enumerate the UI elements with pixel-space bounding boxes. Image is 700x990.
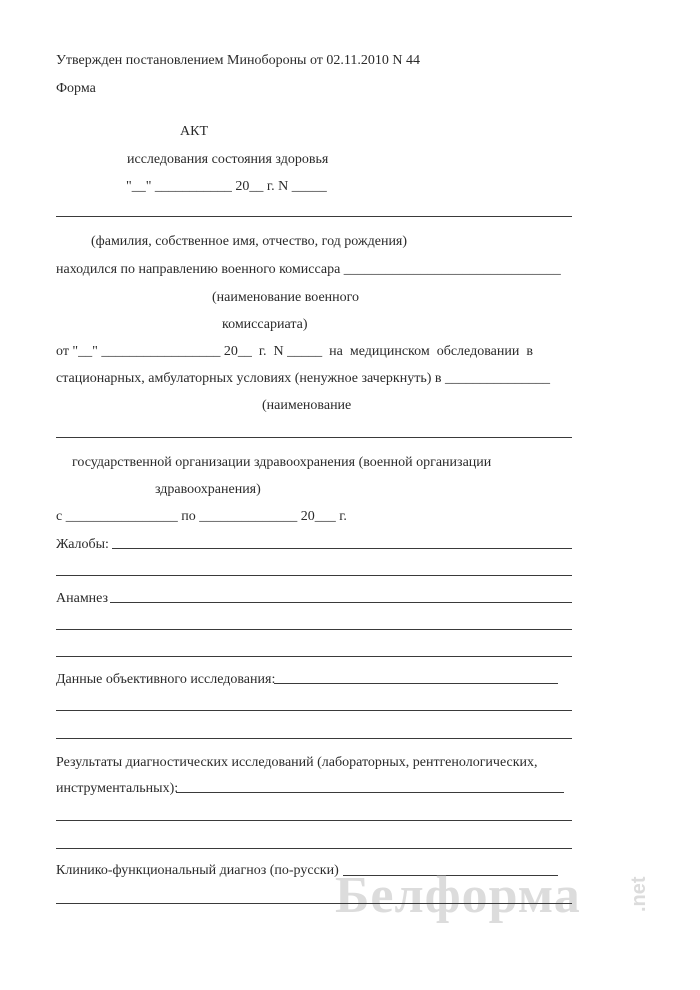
objective-fill-line-2 [56, 710, 572, 711]
organization-caption: (наименование [262, 398, 352, 413]
objective-fill-line [274, 683, 558, 684]
anamnesis-fill-line-2 [56, 629, 572, 630]
diagnostics-fill-line-2 [56, 820, 572, 821]
diagnostics-fill-line-3 [56, 848, 572, 849]
diagnosis-fill-line-2 [56, 903, 572, 904]
name-caption: (фамилия, собственное имя, отчество, год рождения) [91, 234, 408, 249]
form-label: Форма [56, 81, 96, 96]
referral-line: находился по направлению военного комиссара _______________________________ [56, 262, 561, 277]
complaints-label: Жалобы: [56, 537, 109, 552]
complaints-fill-line [112, 548, 572, 549]
act-subject: исследования состояния здоровья [127, 152, 329, 167]
commissariat-caption: (наименование военного [212, 290, 360, 305]
objective-fill-line-3 [56, 738, 572, 739]
exam-line: от "__" _________________ 20__ г. N _____ на медицинском обследовании в [56, 344, 533, 359]
diagnostics-label: Результаты диагностических исследований (лабораторных, рентгенологических, [56, 755, 538, 770]
organization-caption-end: здравоохранения) [155, 482, 261, 497]
organization-caption-cont: государственной организации здравоохранения (военной организации [72, 455, 492, 470]
period-line: с ________________ по ______________ 20___ г. [56, 509, 347, 524]
anamnesis-label: Анамнез [56, 591, 109, 606]
diagnostics-fill-line [176, 792, 564, 793]
anamnesis-fill-line-3 [56, 656, 572, 657]
name-fill-line [56, 216, 572, 217]
diagnosis-label: Клинико-функциональный диагноз (по-русски) [56, 863, 339, 878]
objective-label: Данные объективного исследования: [56, 672, 276, 687]
complaints-fill-line-2 [56, 575, 572, 576]
act-title: АКТ [180, 124, 208, 139]
commissariat-caption-cont: комиссариата) [222, 317, 308, 332]
watermark-logo: Белформа [335, 867, 581, 924]
anamnesis-fill-line [110, 602, 572, 603]
act-date-number-line: "__" ___________ 20__ г. N _____ [126, 179, 327, 194]
organization-fill-line [56, 437, 572, 438]
approval-note: Утвержден постановлением Минобороны от 02.11.2010 N 44 [56, 53, 420, 68]
watermark-tld: .net [628, 876, 650, 912]
diagnostics-label-cont: инструментальных): [56, 781, 179, 796]
conditions-line: стационарных, амбулаторных условиях (ненужное зачеркнуть) в _______________ [56, 371, 550, 386]
